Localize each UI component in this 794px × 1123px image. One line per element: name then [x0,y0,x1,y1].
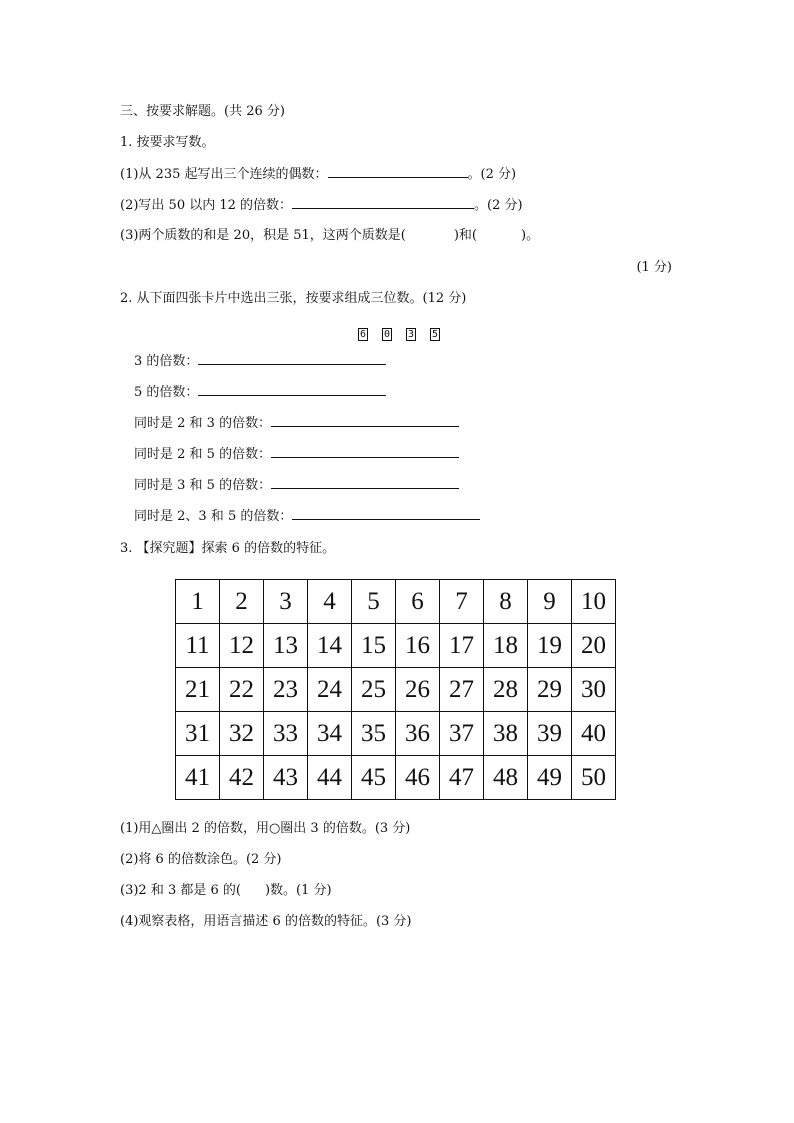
grid-cell[interactable]: 44 [308,756,352,800]
grid-cell[interactable]: 30 [572,668,616,712]
number-card: 5 [432,329,439,340]
q1-item2-text: (2)写出 50 以内 12 的倍数： [120,198,293,213]
q2-row-label: 3 的倍数： [134,354,199,369]
q2-title: 2. 从下面四张卡片中选出三张，按要求组成三位数。(12 分) [120,291,467,306]
grid-cell[interactable]: 29 [528,668,572,712]
grid-cell[interactable]: 3 [264,580,308,624]
q1-item1-text: (1)从 235 起写出三个连续的偶数： [120,167,328,182]
grid-cell[interactable]: 37 [440,712,484,756]
grid-cell[interactable]: 42 [220,756,264,800]
grid-cell[interactable]: 23 [264,668,308,712]
q1-item3 [120,227,539,245]
grid-cell[interactable]: 13 [264,624,308,668]
grid-cell[interactable]: 27 [440,668,484,712]
grid-cell[interactable]: 26 [396,668,440,712]
grid-cell[interactable]: 31 [176,712,220,756]
grid-cell[interactable]: 14 [308,624,352,668]
q1-item1-score: 。(2 分) [467,167,517,182]
grid-cell[interactable]: 47 [440,756,484,800]
q2-row-answer-blank[interactable] [271,476,459,489]
grid-cell[interactable]: 22 [220,668,264,712]
grid-row [176,580,616,624]
grid-cell[interactable]: 40 [572,712,616,756]
number-card: 6 [360,329,367,340]
q2-row-label: 同时是 2 和 5 的倍数： [134,447,272,462]
q2-row-answer-blank[interactable] [271,414,459,427]
grid-cell[interactable]: 11 [176,624,220,668]
number-grid [175,579,616,800]
q2-row-answer-blank[interactable] [292,507,480,520]
q1-item3-text-b: )和( [453,228,477,243]
q3-item3-text-b: )数。(1 分) [264,883,332,898]
grid-cell[interactable]: 6 [396,580,440,624]
q1-item1 [120,165,516,184]
grid-cell[interactable]: 43 [264,756,308,800]
grid-cell[interactable]: 21 [176,668,220,712]
q3-title: 3. 【探究题】探索 6 的倍数的特征。 [120,541,336,556]
q2-row-answer-blank[interactable] [271,445,459,458]
q3-item3 [120,882,332,900]
grid-row [176,756,616,800]
grid-cell[interactable]: 18 [484,624,528,668]
q1-item1-answer-blank[interactable] [328,165,468,178]
grid-cell[interactable]: 19 [528,624,572,668]
grid-cell[interactable]: 17 [440,624,484,668]
grid-row [176,712,616,756]
grid-cell[interactable]: 10 [572,580,616,624]
grid-cell[interactable]: 32 [220,712,264,756]
grid-row [176,668,616,712]
grid-cell[interactable]: 45 [352,756,396,800]
grid-cell[interactable]: 4 [308,580,352,624]
number-card: 0 [384,329,391,340]
q2-row-label: 同时是 3 和 5 的倍数： [134,478,272,493]
grid-cell[interactable]: 41 [176,756,220,800]
q2-row-3 [134,414,459,433]
grid-cell[interactable]: 9 [528,580,572,624]
grid-cell[interactable]: 25 [352,668,396,712]
grid-cell[interactable]: 38 [484,712,528,756]
grid-row [176,624,616,668]
grid-cell[interactable]: 35 [352,712,396,756]
grid-cell[interactable]: 15 [352,624,396,668]
q2-row-answer-blank[interactable] [198,383,386,396]
q3-item3-text-a: (3)2 和 3 都是 6 的( [120,883,241,898]
q1-title: 1. 按要求写数。 [120,135,215,150]
grid-cell[interactable]: 2 [220,580,264,624]
grid-cell[interactable]: 28 [484,668,528,712]
grid-cell[interactable]: 33 [264,712,308,756]
grid-cell[interactable]: 46 [396,756,440,800]
grid-cell[interactable]: 1 [176,580,220,624]
grid-cell[interactable]: 5 [352,580,396,624]
grid-cell[interactable]: 24 [308,668,352,712]
q3-item4: (4)观察表格，用语言描述 6 的倍数的特征。(3 分) [120,914,412,929]
number-card: 3 [408,329,415,340]
grid-cell[interactable]: 36 [396,712,440,756]
q2-row-label: 同时是 2 和 3 的倍数： [134,416,272,431]
number-cards [358,326,440,341]
q2-row-6 [134,507,480,526]
q2-row-label: 同时是 2、3 和 5 的倍数： [134,509,293,524]
grid-cell[interactable]: 12 [220,624,264,668]
q3-item2: (2)将 6 的倍数涂色。(2 分) [120,852,282,867]
q1-item3-score: (1 分) [636,260,672,275]
grid-cell[interactable]: 39 [528,712,572,756]
q2-row-5 [134,476,459,495]
grid-cell[interactable]: 34 [308,712,352,756]
grid-cell[interactable]: 7 [440,580,484,624]
q2-row-1 [134,352,386,371]
q1-item2-score: 。(2 分) [474,198,523,213]
q3-item1: (1)用△圈出 2 的倍数，用○圈出 3 的倍数。(3 分) [120,821,411,836]
grid-cell[interactable]: 49 [528,756,572,800]
grid-cell[interactable]: 48 [484,756,528,800]
q1-item2 [120,196,523,215]
q2-row-4 [134,445,459,464]
q1-item3-text-a: (3)两个质数的和是 20，积是 51，这两个质数是( [120,228,406,243]
q1-item2-answer-blank[interactable] [292,196,474,209]
q1-item3-text-c: )。 [521,228,540,243]
section-title: 三、按要求解题。(共 26 分) [120,104,285,119]
grid-cell[interactable]: 8 [484,580,528,624]
grid-cell[interactable]: 20 [572,624,616,668]
q2-row-2 [134,383,386,402]
grid-cell[interactable]: 50 [572,756,616,800]
q2-row-label: 5 的倍数： [134,385,199,400]
q2-row-answer-blank[interactable] [198,352,386,365]
grid-cell[interactable]: 16 [396,624,440,668]
